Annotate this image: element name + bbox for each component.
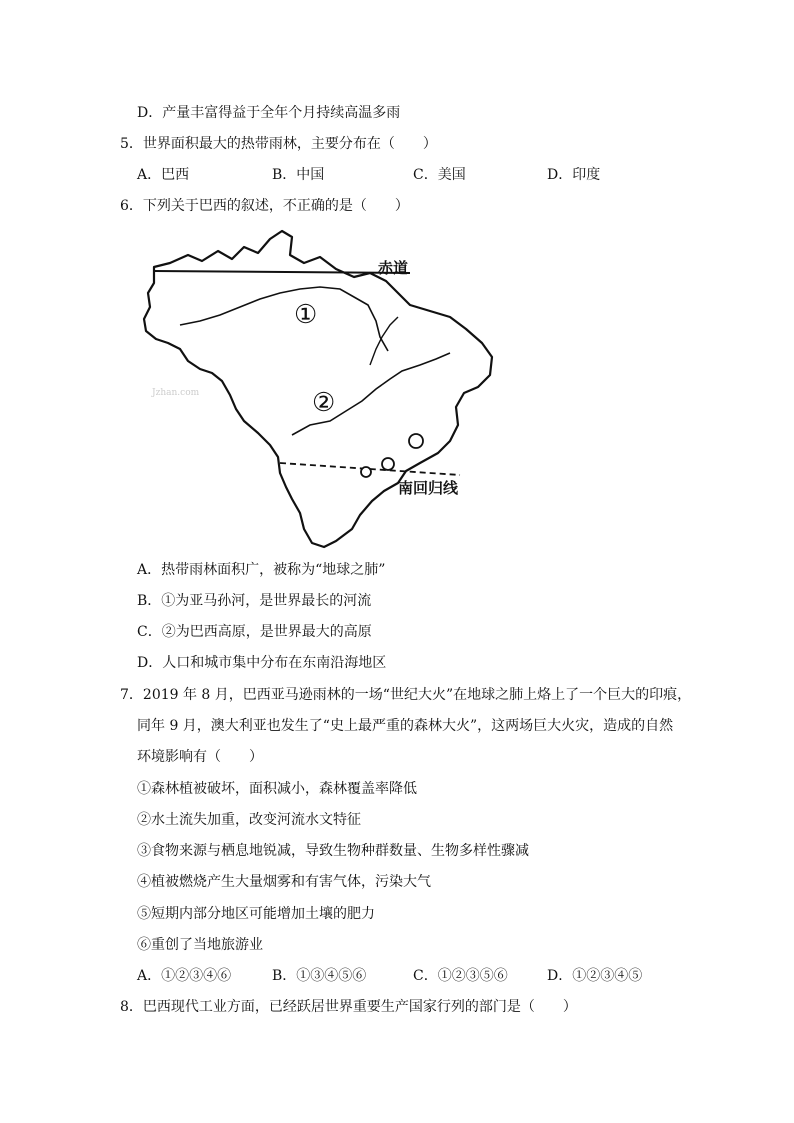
q5-option-d: D．印度 — [547, 167, 601, 183]
sao-francisco-river — [370, 317, 398, 365]
city-circle-2 — [382, 458, 394, 470]
q5-option-a: A．巴西 — [137, 167, 190, 183]
q8-stem: 8．巴西现代工业方面，已经跃居世界重要生产国家行列的部门是（ ） — [120, 999, 577, 1015]
q7-statement-3: ③食物来源与栖息地锐减，导致生物种群数量、生物多样性骤减 — [137, 843, 529, 859]
q6-stem: 6．下列关于巴西的叙述，不正确的是（ ） — [120, 198, 409, 214]
q5-option-b: B．中国 — [272, 167, 325, 183]
equator-label: 赤道 — [378, 259, 409, 277]
q7-option-d: D．①②③④⑤ — [547, 968, 643, 984]
q7-stem-line-2: 同年 9 月，澳大利亚也发生了“史上最严重的森林大火”，这两场巨大火灾，造成的自然 — [137, 718, 674, 734]
region-2-label: ② — [312, 388, 336, 418]
q7-statement-6: ⑥重创了当地旅游业 — [137, 937, 263, 953]
q7-option-b: B．①③④⑤⑥ — [272, 968, 367, 984]
city-circle-1 — [409, 434, 423, 448]
q7-option-c: C．①②③⑤⑥ — [413, 968, 508, 984]
equator-line — [154, 271, 410, 273]
q5-option-c: C．美国 — [413, 167, 466, 183]
q7-statement-5: ⑤短期内部分地区可能增加土壤的肥力 — [137, 906, 375, 922]
q6-option-a: A．热带雨林面积广，被称为“地球之肺” — [137, 562, 386, 578]
q4-option-d: D．产量丰富得益于全年个月持续高温多雨 — [137, 105, 401, 121]
q5-stem: 5．世界面积最大的热带雨林，主要分布在（ ） — [120, 136, 437, 152]
q7-stem-line-3: 环境影响有（ ） — [137, 749, 263, 765]
q7-option-a: A．①②③④⑥ — [137, 968, 232, 984]
region-1-label: ① — [294, 300, 318, 330]
brazil-map — [140, 225, 520, 555]
city-circle-3 — [361, 467, 371, 477]
q6-option-c: C．②为巴西高原，是世界最大的高原 — [137, 624, 372, 640]
amazon-river — [180, 287, 388, 351]
tropic-label: 南回归线 — [398, 479, 459, 497]
q7-stem-line-1: 7．2019 年 8 月，巴西亚马逊雨林的一场“世纪大火”在地球之肺上烙上了一个巨大的印痕， — [120, 687, 692, 703]
map-watermark: Jzhan.com — [152, 388, 200, 398]
q7-statement-1: ①森林植被破坏，面积减小，森林覆盖率降低 — [137, 781, 417, 797]
q7-statement-2: ②水土流失加重，改变河流水文特征 — [137, 812, 361, 828]
q7-statement-4: ④植被燃烧产生大量烟雾和有害气体，污染大气 — [137, 874, 431, 890]
q6-option-b: B．①为亚马孙河，是世界最长的河流 — [137, 593, 372, 609]
q6-option-d: D．人口和城市集中分布在东南沿海地区 — [137, 655, 387, 671]
